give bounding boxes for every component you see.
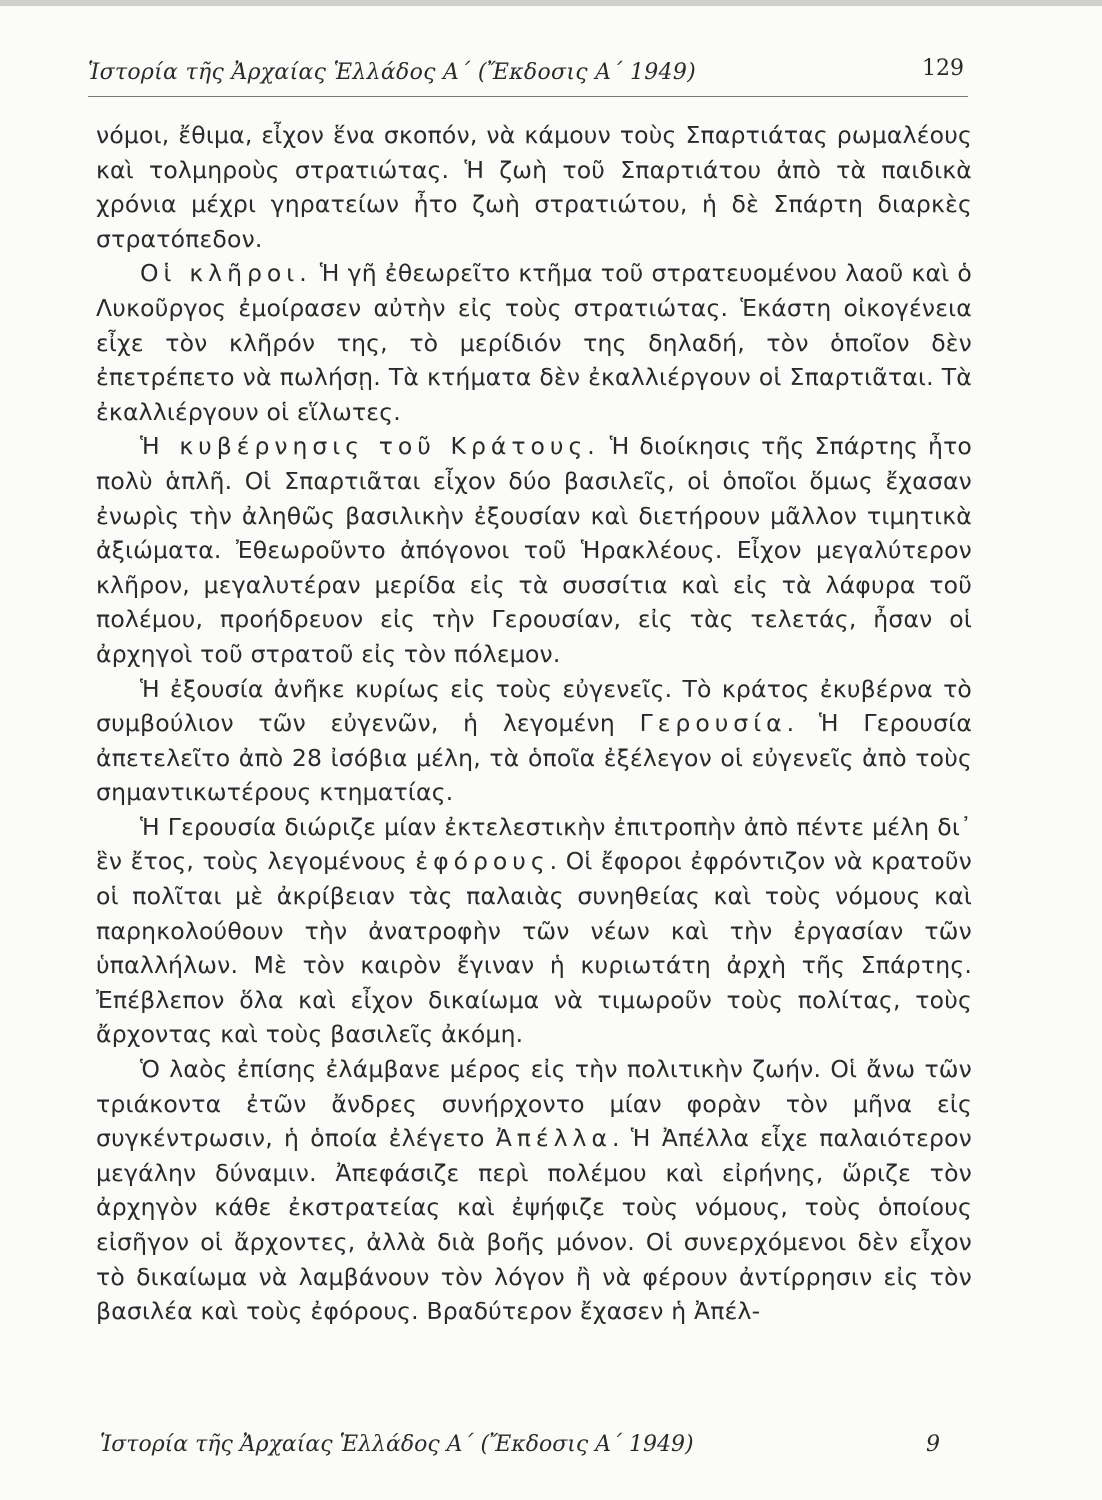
spaced-term: Γερουσία xyxy=(639,709,787,738)
body-text xyxy=(96,118,972,1329)
spaced-term: Ἀπέλλα xyxy=(495,1124,612,1153)
paragraph xyxy=(96,429,972,671)
page-number: 129 xyxy=(922,56,964,81)
section-heading: Οἱ κλῆροι. xyxy=(140,259,312,288)
paragraph-text: Ἡ Γερουσία διώριζε μίαν ἐκτελεστικὴν ἐπιτροπὴν ἀπὸ πέντε μέλη δι᾿ ἓν ἔτος, τοὺς λεγομένους xyxy=(96,812,972,876)
paragraph xyxy=(96,672,972,810)
paragraph-text: . Ἡ Γερουσία ἀπετελεῖτο ἀπὸ 28 ἰσόβια μέλη, τὰ ὁποῖα ἐξέλεγον οἱ εὐγενεῖς ἀπὸ τοὺς σημαντικωτέρους κτηματίας. xyxy=(96,709,973,807)
paragraph xyxy=(96,118,972,256)
paragraph-text: . Οἱ ἔφοροι ἐφρόντιζον νὰ κρατοῦν οἱ πολῖται μὲ ἀκρίβειαν τὰς παλαιὰς συνηθείας καὶ τοὺς νόμους καὶ παρηκολούθουν τὴν ἀνατροφὴν τῶν νέων καὶ τὴν ἐργασίαν τῶν ὑπαλλήλων. Μὲ τὸν καιρὸν ἔγιναν ἡ κυριωτάτη ἀρχὴ τῆς Σπάρτης. Ἐπέβλεπον ὅλα καὶ εἶχον δικαίωμα νὰ τιμωροῦν τοὺς πολίτας, τοὺς ἄρχοντας καὶ τοὺς βασιλεῖς ἀκόμη. xyxy=(96,847,972,1049)
paragraph xyxy=(96,810,972,1052)
section-heading: Ἡ κυβέρνησις τοῦ Κράτους. xyxy=(140,432,600,461)
paragraph-text: νόμοι, ἔθιμα, εἶχον ἕνα σκοπόν, νὰ κάμουν τοὺς Σπαρτιάτας ρωμαλέους καὶ τολμηροὺς στρατιώτας. Ἡ ζωὴ τοῦ Σπαρτιάτου ἀπὸ τὰ παιδικὰ χρόνια μέχρι γηρατείων ἦτο ζωὴ στρατιώτου, ἡ δὲ Σπάρτη διαρκὲς στρατόπεδον. xyxy=(96,121,972,253)
paragraph-text: Ἡ διοίκησις τῆς Σπάρτης ἦτο πολὺ ἁπλῆ. Οἱ Σπαρτιᾶται εἶχον δύο βασιλεῖς, οἱ ὁποῖοι ὅμως ἔχασαν ἐνωρὶς τὴν ἀληθῶς βασιλικὴν ἐξουσίαν καὶ διετήρουν μᾶλλον τιμητικὰ ἀξιώματα. Ἐθεωροῦντο ἀπόγονοι τοῦ Ἡρακλέους. Εἶχον μεγαλύτερον κλῆρον, μεγαλυτέραν μερίδα εἰς τὰ συσσίτια καὶ εἰς τὰ λάφυρα τοῦ πολέμου, προήδρευον εἰς τὴν Γερουσίαν, εἰς τὰς τελετάς, ἦσαν οἱ ἀρχηγοὶ τοῦ στρατοῦ εἰς τὸν πόλεμον. xyxy=(96,432,972,668)
page-header xyxy=(88,52,968,97)
running-title: Ἱστορία τῆς Ἀρχαίας Ἑλλάδος Α΄ (Ἔκδοσις Α΄ 1949) xyxy=(88,60,697,85)
scan-edge xyxy=(0,0,1102,6)
signature-mark: 9 xyxy=(926,1432,940,1457)
paragraph-text: . Ἡ Ἀπέλλα εἶχε παλαιότερον μεγάλην δύναμιν. Ἀπεφάσιζε περὶ πολέμου καὶ εἰρήνης, ὥριζε τὸν ἀρχηγὸν κάθε ἐκστρατείας καὶ ἐψήφιζε τοὺς νόμους, τοὺς ὁποίους εἰσῆγον οἱ ἄρχοντες, ἀλλὰ διὰ βοῆς μόνον. Οἱ συνερχόμενοι δὲν εἶχον τὸ δικαίωμα νὰ λαμβάνουν τὸν λόγον ἢ νὰ φέρουν ἀντίρρησιν εἰς τὸν βασιλέα καὶ τοὺς ἐφόρους. Βραδύτερον ἔχασεν ἡ Ἀπέλ- xyxy=(96,1124,972,1326)
spaced-term: ἐφόρους xyxy=(415,847,550,876)
footer-title: Ἱστορία τῆς Ἀρχαίας Ἑλλάδος Α΄ (Ἔκδοσις Α΄ 1949) xyxy=(100,1432,694,1457)
paragraph-text: Ὁ λαὸς ἐπίσης ἐλάμβανε μέρος εἰς τὴν πολιτικὴν ζωήν. Οἱ ἄνω τῶν τριάκοντα ἐτῶν ἄνδρες συνήρχοντο μίαν φορὰν τὸν μῆνα εἰς συγκέντρωσιν, ἡ ὁποία ἐλέγετο xyxy=(96,1055,972,1153)
page-footer xyxy=(100,1432,940,1472)
paragraph xyxy=(96,1052,972,1329)
paragraph-text: Ἡ γῆ ἐθεωρεῖτο κτῆμα τοῦ στρατευομένου λαοῦ καὶ ὁ Λυκοῦργος ἐμοίρασεν αὐτὴν εἰς τοὺς στρατιώτας. Ἑκάστη οἰκογένεια εἶχε τὸν κλῆρόν της, τὸ μερίδιόν της δηλαδή, τὸν ὁποῖον δὲν ἐπετρέπετο νὰ πωλήσῃ. Τὰ κτήματα δὲν ἐκαλλιέργουν οἱ Σπαρτιᾶται. Τὰ ἐκαλλιέργουν οἱ εἵλωτες. xyxy=(96,259,972,426)
paragraph xyxy=(96,256,972,429)
paragraph-text: Ἡ ἐξουσία ἀνῆκε κυρίως εἰς τοὺς εὐγενεῖς. Τὸ κράτος ἐκυβέρνα τὸ συμβούλιον τῶν εὐγενῶν, ἡ λεγομένη xyxy=(96,674,972,738)
